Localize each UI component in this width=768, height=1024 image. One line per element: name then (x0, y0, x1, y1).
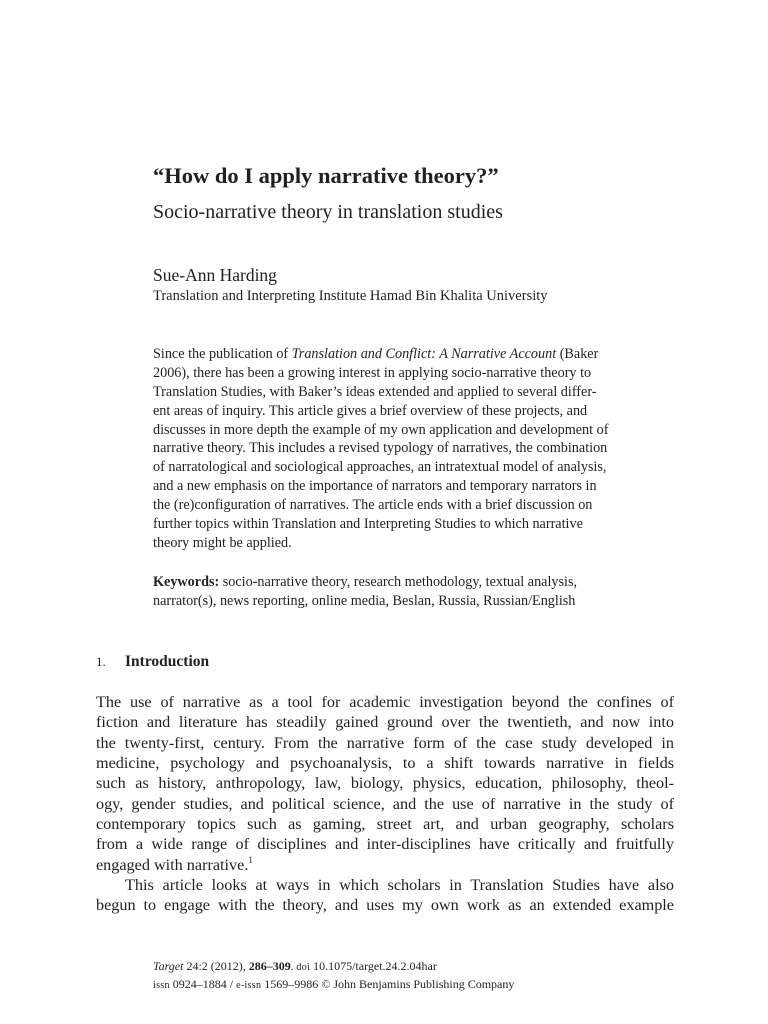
abstract-line: narrative theory. This includes a revised typology of narratives, the combination (153, 440, 608, 457)
body-line: such as history, anthropology, law, biology, physics, education, philosophy, theol- (96, 774, 674, 793)
footnote-mark[interactable]: 1 (248, 854, 253, 865)
abstract-line: theory might be applied. (153, 534, 292, 551)
keywords-line: narrator(s), news reporting, online media, Beslan, Russia, Russian/English (153, 592, 576, 609)
body-line: fiction and literature has steadily gained ground over the twentieth, and now into (96, 713, 674, 732)
page-footer (153, 958, 514, 994)
abstract-line: discusses in more depth the example of my own application and development of (153, 421, 609, 438)
body-text (96, 692, 674, 916)
article-title: “How do I apply narrative theory?” (153, 163, 499, 188)
abstract-line: further topics within Translation and Interpreting Studies to which narrative (153, 516, 583, 533)
page-range: 286–309 (248, 959, 291, 973)
abstract-line: of narratological and sociological approaches, an intratextual model of analysis, (153, 459, 607, 476)
body-line: engaged with narrative.$^1$ (96, 854, 253, 874)
abstract-line: and a new emphasis on the importance of narrators and temporary narrators in (153, 478, 597, 495)
section-title: Introduction (125, 653, 210, 670)
body-line: ogy, gender studies, and political science, and the use of narrative in the study of (96, 794, 674, 813)
abstract-line: ent areas of inquiry. This article gives a brief overview of these projects, and (153, 402, 588, 419)
abstract-line: the (re)configuration of narratives. The article ends with a brief discussion on (153, 497, 593, 514)
body-line: contemporary topics such as gaming, street art, and urban geography, scholars (96, 815, 674, 834)
abstract (153, 345, 673, 553)
body-line: from a wide range of disciplines and inter-disciplines have critically and fruitfully (96, 835, 674, 854)
body-line: medicine, psychology and psychoanalysis, to a shift towards narrative in fields (96, 754, 674, 773)
section-heading (96, 652, 209, 672)
doi-value: 10.1075/target.24.2.04har (310, 959, 437, 973)
author-name: Sue-Ann Harding (153, 265, 277, 285)
cited-book-title: Translation and Conflict: A Narrative Account (291, 346, 557, 362)
abstract-line: 2006), there has been a growing interest in applying socio-narrative theory to (153, 364, 592, 381)
citation-line: Target 24:2 (2012), 286–309. doi 10.1075/target.24.2.04har (153, 959, 437, 973)
keywords (153, 573, 673, 611)
article-subtitle: Socio-narrative theory in translation studies (153, 201, 503, 223)
journal-name: Target (153, 959, 184, 973)
keywords-label: Keywords: (153, 574, 220, 590)
issn-line: issn 0924–1884 / e-issn 1569–9986 © John Benjamins Publishing Company (153, 977, 515, 991)
body-line: begun to engage with the theory, and uses my own work as an extended example (96, 896, 674, 915)
keywords-line: Keywords: socio-narrative theory, research methodology, textual analysis, (153, 574, 578, 590)
abstract-line: Since the publication of Translation and Conflict: A Narrative Account (Baker (153, 346, 599, 362)
section-number: 1. (96, 654, 106, 669)
body-line: the twenty-first, century. From the narrative form of the case study developed in (96, 733, 674, 752)
abstract-line: Translation Studies, with Baker’s ideas extended and applied to several differ- (153, 383, 597, 400)
body-line: The use of narrative as a tool for academic investigation beyond the confines of (96, 693, 674, 711)
author-affiliation: Translation and Interpreting Institute Hamad Bin Khalita University (153, 288, 548, 304)
body-line: This article looks at ways in which scholars in Translation Studies have also (125, 876, 674, 895)
